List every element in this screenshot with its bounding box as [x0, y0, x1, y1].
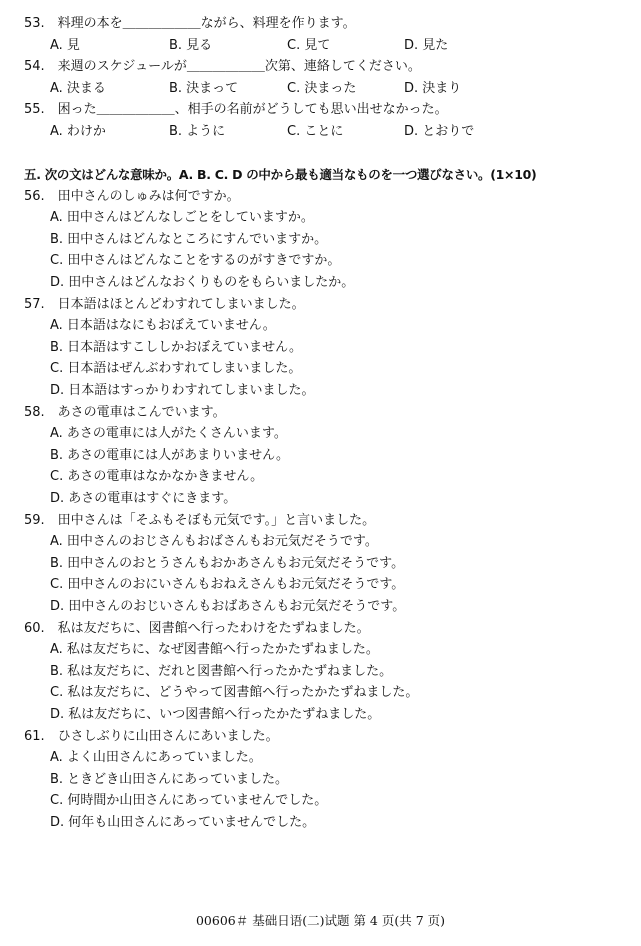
options-row-55: [50, 123, 610, 140]
option-56-a: A. 田中さんはどんなしごとをしていますか。: [50, 210, 314, 225]
option-58-b: B. あさの電車には人があまりいません。: [50, 448, 289, 463]
option-61-b: B. ときどき山田さんにあっていました。: [50, 772, 289, 787]
option-55-c: C. ことに: [287, 124, 344, 139]
question-54: 54. 来週のスケジュールが＿＿＿＿＿＿次第、連絡してください。: [24, 59, 421, 74]
option-55-b: B. ように: [169, 124, 226, 139]
option-61-d: D. 何年も山田さんにあっていませんでした。: [50, 815, 316, 830]
option-58-a: A. あさの電車には人がたくさんいます。: [50, 426, 287, 441]
option-60-a: A. 私は友だちに、なぜ図書館へ行ったかたずねました。: [50, 642, 379, 657]
option-59-a: A. 田中さんのおじさんもおばさんもお元気だそうです。: [50, 534, 378, 549]
page-footer: 00606＃ 基础日语(二)试题 第 4 页(共 7 页): [195, 913, 446, 928]
option-54-d: D. 決まり: [404, 81, 462, 96]
option-56-d: D. 田中さんはどんなおくりものをもらいましたか。: [50, 275, 355, 290]
question-59: 59. 田中さんは「そふもそぼも元気です。」と言いました。: [24, 513, 376, 528]
option-59-c: C. 田中さんのおにいさんもおねえさんもお元気だそうです。: [50, 577, 405, 592]
option-57-c: C. 日本語はぜんぶわすれてしまいました。: [50, 361, 302, 376]
option-53-a: A. 見: [50, 38, 80, 53]
option-60-d: D. 私は友だちに、いつ図書館へ行ったかたずねました。: [50, 707, 381, 722]
question-56: 56. 田中さんのしゅみは何ですか。: [24, 189, 240, 204]
option-53-c: C. 見て: [287, 38, 331, 53]
options-row-54: [50, 80, 610, 97]
question-58: 58. あさの電車はこんでいます。: [24, 405, 226, 420]
option-61-c: C. 何時間か山田さんにあっていませんでした。: [50, 793, 328, 808]
option-60-c: C. 私は友だちに、どうやって図書館へ行ったかたずねました。: [50, 685, 419, 700]
options-row-53: [50, 37, 610, 54]
option-57-b: B. 日本語はすこししかおぼえていません。: [50, 340, 302, 355]
option-54-c: C. 決まった: [287, 81, 357, 96]
question-55: 55. 困った＿＿＿＿＿＿、相手の名前がどうしても思い出せなかった。: [24, 102, 448, 117]
option-53-b: B. 見る: [169, 38, 213, 53]
option-55-d: D. とおりで: [404, 124, 475, 139]
option-61-a: A. よく山田さんにあっていました。: [50, 750, 262, 765]
option-58-d: D. あさの電車はすぐにきます。: [50, 491, 237, 506]
option-53-d: D. 見た: [404, 38, 449, 53]
option-55-a: A. わけか: [50, 124, 106, 139]
question-60: 60. 私は友だちに、図書館へ行ったわけをたずねました。: [24, 621, 370, 636]
question-53: 53. 料理の本を＿＿＿＿＿＿ながら、料理を作ります。: [24, 16, 356, 31]
option-54-b: B. 決まって: [169, 81, 239, 96]
option-57-a: A. 日本語はなにもおぼえていません。: [50, 318, 276, 333]
option-60-b: B. 私は友だちに、だれと図書館へ行ったかたずねました。: [50, 664, 393, 679]
option-54-a: A. 決まる: [50, 81, 106, 96]
section-heading: 五. 次の文はどんな意味か。A. B. C. D の中から最も適当なものを一つ選びなさい。(1×10): [24, 167, 537, 182]
question-57: 57. 日本語はほとんどわすれてしまいました。: [24, 297, 305, 312]
option-56-b: B. 田中さんはどんなところにすんでいますか。: [50, 232, 328, 247]
option-58-c: C. あさの電車はなかなかきません。: [50, 469, 264, 484]
option-57-d: D. 日本語はすっかりわすれてしまいました。: [50, 383, 315, 398]
question-61: 61. ひさしぶりに山田さんにあいました。: [24, 729, 279, 744]
option-56-c: C. 田中さんはどんなことをするのがすきですか。: [50, 253, 341, 268]
option-59-b: B. 田中さんのおとうさんもおかあさんもお元気だそうです。: [50, 556, 405, 571]
option-59-d: D. 田中さんのおじいさんもおばあさんもお元気だそうです。: [50, 599, 406, 614]
